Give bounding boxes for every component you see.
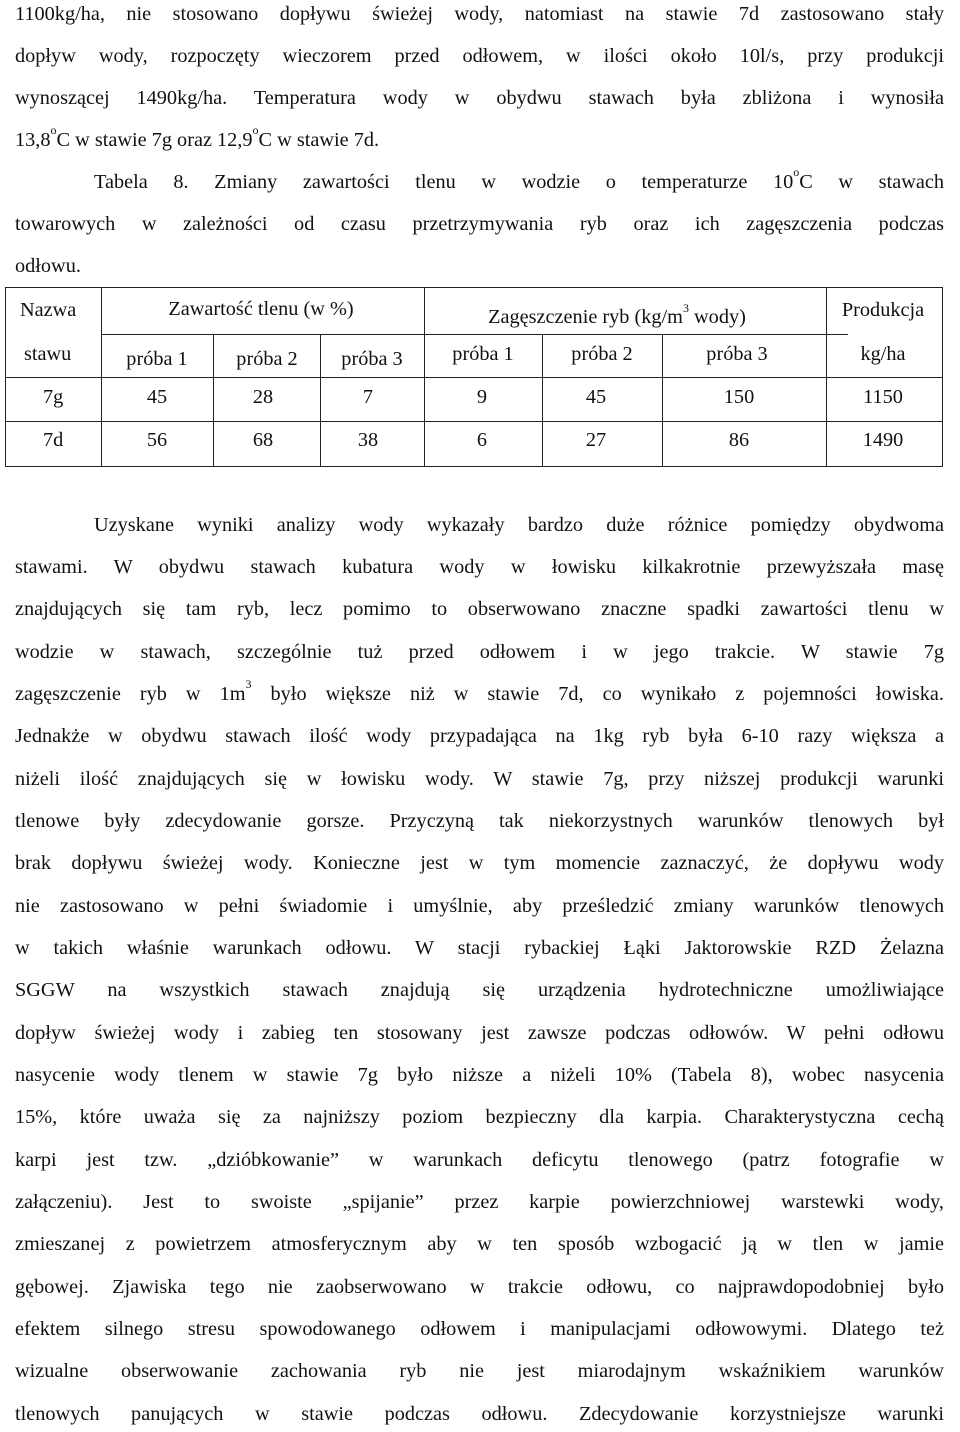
paragraph-line: znajdujących się tam ryb, lecz pomimo to obserwowano znaczne spadki zawartości tlenu w (15, 598, 944, 620)
row-7d-oxygen-3: 38 (357, 429, 379, 451)
table-rule (662, 334, 663, 466)
header-oxygen: Zawartość tlenu (w %) (168, 298, 354, 320)
row-7g-name: 7g (43, 386, 64, 408)
text-span: C w stawie 7d. (258, 129, 380, 151)
paragraph-line (15, 677, 944, 707)
row-7d-oxygen-1: 56 (146, 429, 168, 451)
oxygen-table (5, 287, 943, 467)
table-rule (101, 288, 102, 466)
row-7d-density-1: 6 (476, 429, 488, 451)
table-rule (542, 334, 543, 466)
paragraph-line: zmieszanej z powietrzem atmosferycznym aby w ten sposób wzbogacić ją w tlen w jamie (15, 1233, 944, 1255)
paragraph-line: dopływ wody, rozpoczęty wieczorem przed odłowem, w ilości około 10l/s, przy produkcji (15, 45, 944, 67)
paragraph-line: wodzie w stawach, szczególnie tuż przed odłowem i w jego trakcie. W stawie 7g (15, 641, 944, 663)
header-name-top: Nazwa (20, 299, 77, 321)
row-7g-oxygen-1: 45 (146, 386, 168, 408)
degree-superscript: o (793, 165, 800, 179)
degree-superscript: o (252, 123, 259, 137)
cube-superscript: 3 (245, 677, 252, 691)
paragraph-line: dopływ świeżej wody i zabieg ten stosowany jest zawsze podczas odłowów. W pełni odłowu (15, 1022, 944, 1044)
row-7g-oxygen-3: 7 (362, 386, 374, 408)
row-7g-density-2: 45 (585, 386, 607, 408)
paragraph-line: wizualne obserwowanie zachowania ryb nie jest miarodajnym wskaźnikiem warunków (15, 1360, 944, 1382)
table-rule (6, 377, 942, 378)
paragraph-line: 15%, które uważa się za najniższy poziom bezpieczny dla karpia. Charakterystyczna cechą (15, 1106, 944, 1128)
table-caption (94, 165, 944, 195)
paragraph-line: efektem silnego stresu spowodowanego odłowem i manipulacjami odłowowymi. Dlatego też (15, 1318, 944, 1340)
row-7d-density-2: 27 (585, 429, 607, 451)
paragraph-line: w takich właśnie warunkach odłowu. W stacji rybackiej Łąki Jaktorowskie RZD Żelazna (15, 937, 944, 959)
row-7g-density-3: 150 (723, 386, 755, 408)
header-density-sample-1: próba 1 (452, 343, 514, 365)
paragraph-line: nie zastosowano w pełni świadomie i umyślnie, aby prześledzić zmiany warunków tlenowych (15, 895, 944, 917)
row-7d-density-3: 86 (728, 429, 750, 451)
paragraph-line: stawami. W obydwu stawach kubatura wody w łowisku kilkakrotnie przewyższała masę (15, 556, 944, 578)
paragraph-line: załączeniu). Jest to swoiste „spijanie” przez karpie powierzchniowej warstewki wody, (15, 1191, 944, 1213)
row-7g-oxygen-2: 28 (252, 386, 274, 408)
table-rule (826, 288, 827, 466)
header-oxygen-sample-1: próba 1 (126, 348, 188, 370)
header-density (488, 301, 746, 329)
text-span: Tabela 8. Zmiany zawartości tlenu w wodzie o temperaturze 10 (94, 171, 794, 193)
paragraph-line: Jednakże w obydwu stawach ilość wody przypadająca na 1kg ryb była 6-10 razy większa a (15, 725, 944, 747)
paragraph-line: nasycenie wody tlenem w stawie 7g było niższe a niżeli 10% (Tabela 8), wobec nasycenia (15, 1064, 944, 1086)
text-span: wody) (688, 306, 746, 328)
paragraph-line: Uzyskane wyniki analizy wody wykazały bardzo duże różnice pomiędzy obydwoma (94, 514, 944, 536)
table-rule (213, 334, 214, 466)
text-span: było większe niż w stawie 7d, co wynikało z pojemności łowiska. (251, 683, 944, 705)
header-name-bottom: stawu (24, 343, 72, 365)
header-density-sample-2: próba 2 (571, 343, 633, 365)
row-7d-oxygen-2: 68 (252, 429, 274, 451)
text-span: zagęszczenie ryb w 1m (15, 683, 246, 705)
paragraph-line: tlenowych panujących w stawie podczas odłowu. Zdecydowanie korzystniejsze warunki (15, 1403, 944, 1425)
paragraph-line: wynoszącej 1490kg/ha. Temperatura wody w obydwu stawach była zbliżona i wynosiła (15, 87, 944, 109)
paragraph-line: SGGW na wszystkich stawach znajdują się urządzenia hydrotechniczne umożliwiające (15, 979, 944, 1001)
paragraph-line: gębowej. Zjawiska tego nie zaobserwowano w trakcie odłowu, co najprawdopodobniej było (15, 1276, 944, 1298)
table-caption-line: towarowych w zależności od czasu przetrzymywania ryb oraz ich zagęszczenia podczas (15, 213, 944, 235)
paragraph-line: brak dopływu świeżej wody. Konieczne jest w tym momencie zaznaczyć, że dopływu wody (15, 852, 944, 874)
row-7g-production: 1150 (863, 386, 903, 408)
degree-superscript: o (50, 123, 57, 137)
cube-superscript: 3 (682, 301, 689, 315)
table-rule (6, 421, 942, 422)
header-production-bottom: kg/ha (860, 343, 906, 365)
text-span: Zagęszczenie ryb (kg/m (488, 306, 683, 328)
table-caption-line: odłowu. (15, 255, 81, 277)
table-rule (424, 288, 425, 466)
row-7d-production: 1490 (862, 429, 904, 451)
row-7d-name: 7d (43, 429, 64, 451)
paragraph-line: niżeli ilość znajdujących się w łowisku wody. W stawie 7g, przy niższej produkcji warunki (15, 768, 944, 790)
text-span: C w stawie 7g oraz 12,9 (56, 129, 253, 151)
paragraph-line (15, 123, 944, 153)
header-oxygen-sample-2: próba 2 (236, 348, 298, 370)
paragraph-line: tlenowe były zdecydowanie gorsze. Przyczyną tak niekorzystnych warunków tlenowych był (15, 810, 944, 832)
header-production-top: Produkcja (841, 299, 925, 321)
text-span: 13,8 (15, 129, 51, 151)
row-7g-density-1: 9 (476, 386, 488, 408)
header-density-sample-3: próba 3 (706, 343, 768, 365)
table-rule (320, 334, 321, 466)
paragraph-line: karpi jest tzw. „dzióbkowanie” w warunkach deficytu tlenowego (patrz fotografie w (15, 1149, 944, 1171)
header-oxygen-sample-3: próba 3 (341, 348, 403, 370)
text-span: C w stawach (799, 171, 944, 193)
paragraph-line: 1100kg/ha, nie stosowano dopływu świeżej wody, natomiast na stawie 7d zastosowano stały (15, 3, 944, 25)
